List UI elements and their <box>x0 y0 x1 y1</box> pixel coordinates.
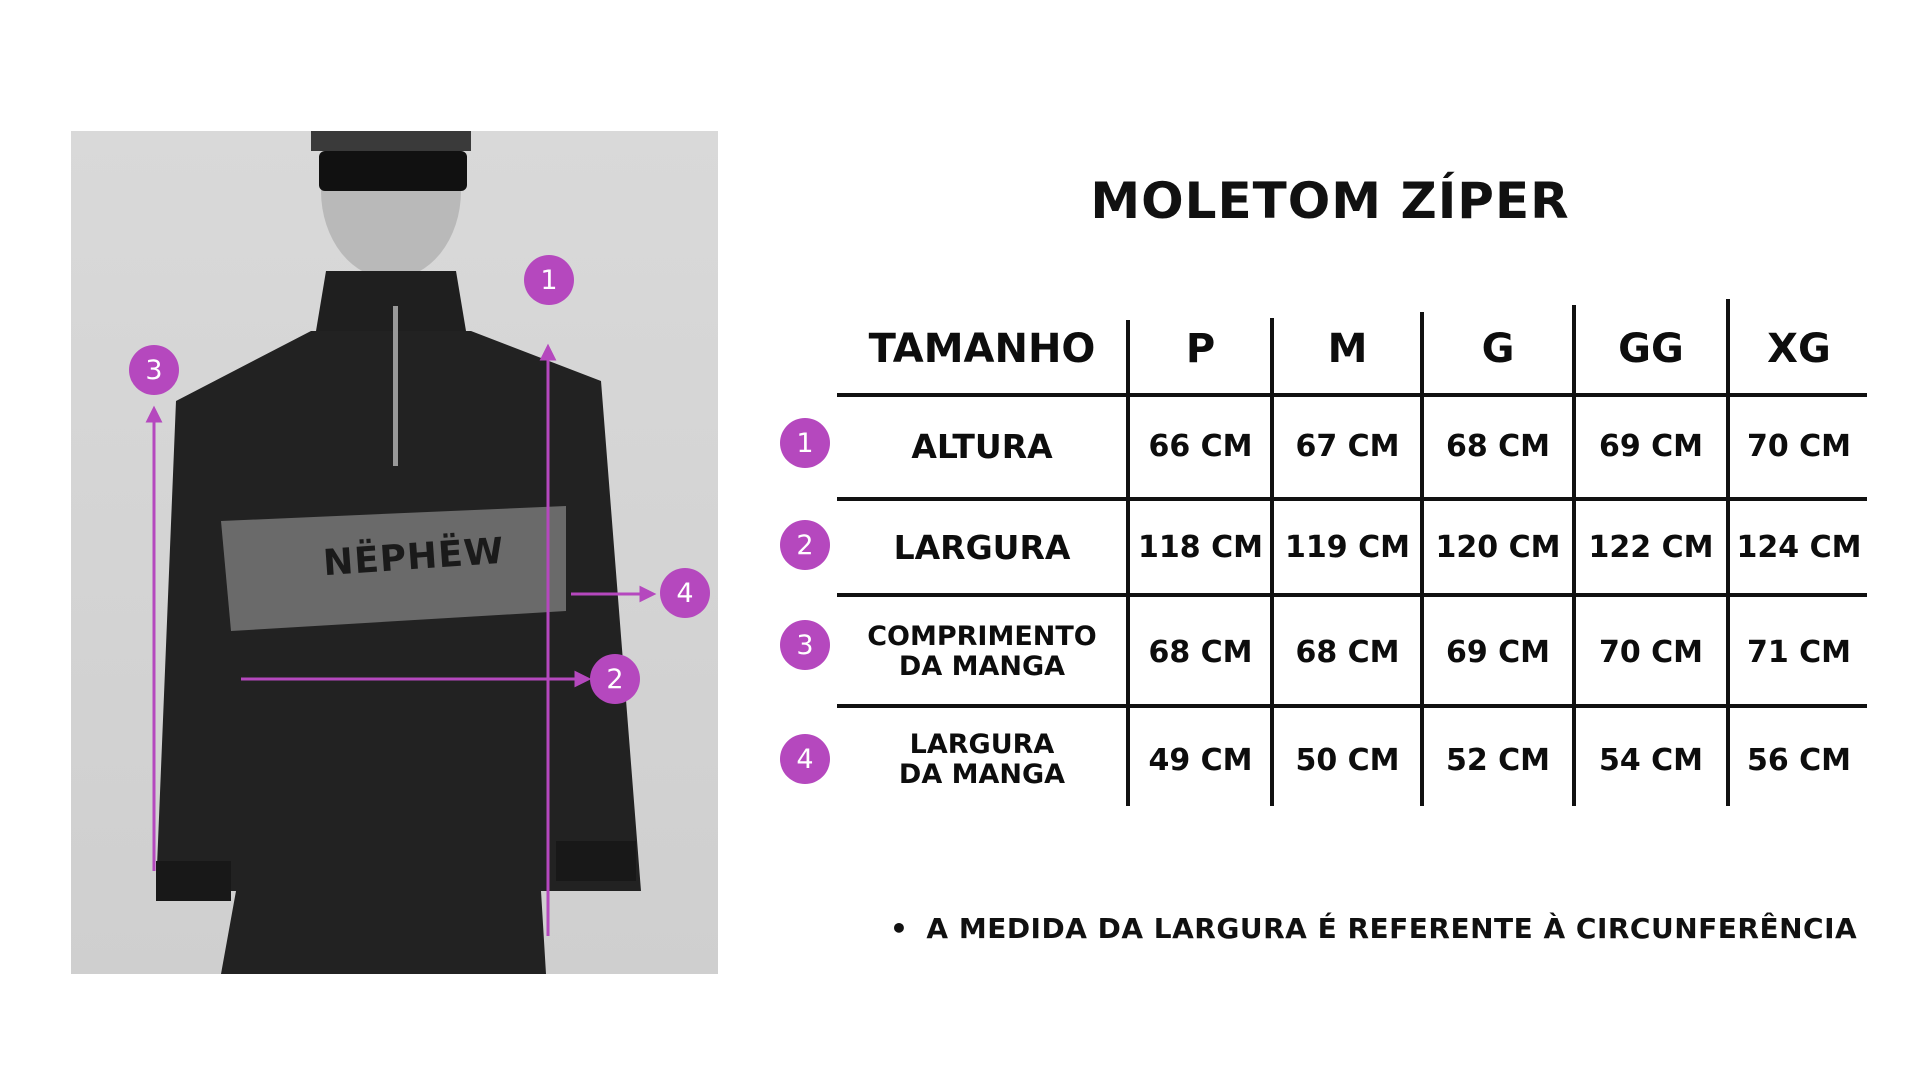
row-2-number: 2 <box>780 520 830 570</box>
row-1-gg: 69 CM <box>1598 428 1704 464</box>
row-3-m: 68 CM <box>1295 634 1400 670</box>
row-1-p: 66 CM <box>1148 428 1253 464</box>
row-4-gg: 54 CM <box>1598 742 1704 778</box>
page-title: MOLETOM ZÍPER <box>1090 172 1570 230</box>
row-2-m: 119 CM <box>1285 529 1410 565</box>
product-photo <box>71 131 718 974</box>
header-g: G <box>1481 326 1515 372</box>
row-3-label-line-1: COMPRIMENTO <box>867 621 1097 653</box>
row-4-number: 4 <box>780 734 830 784</box>
row-4-xg: 56 CM <box>1746 742 1852 778</box>
header-p: P <box>1185 326 1216 372</box>
header-size: TAMANHO <box>868 326 1096 372</box>
row-divider <box>837 593 1867 597</box>
row-2-gg: 122 CM <box>1588 529 1714 565</box>
row-4-m: 50 CM <box>1295 742 1400 778</box>
brand-logo: NËPHËW <box>321 530 506 585</box>
marker-4: 4 <box>660 568 710 618</box>
row-3-g: 69 CM <box>1445 634 1551 670</box>
row-1-number: 1 <box>780 418 830 468</box>
row-4-p: 49 CM <box>1148 742 1253 778</box>
row-4-g: 52 CM <box>1445 742 1551 778</box>
row-2-label: LARGURA <box>893 527 1071 567</box>
column-divider <box>1572 305 1576 806</box>
bullet-icon: • <box>890 912 909 945</box>
marker-3: 3 <box>129 345 179 395</box>
row-3-label <box>837 598 1127 706</box>
header-xg: XG <box>1767 326 1831 372</box>
row-3-xg: 71 CM <box>1746 634 1852 670</box>
column-divider <box>1726 299 1730 806</box>
column-divider <box>1270 318 1274 806</box>
row-divider <box>837 704 1867 708</box>
note-text: A MEDIDA DA LARGURA É REFERENTE À CIRCUNFERÊNCIA <box>926 912 1858 945</box>
row-1-label: ALTURA <box>911 426 1053 466</box>
column-divider <box>1126 320 1130 806</box>
header-gg: GG <box>1618 326 1684 372</box>
row-3-number: 3 <box>780 620 830 670</box>
row-1-xg: 70 CM <box>1746 428 1852 464</box>
row-2-xg: 124 CM <box>1736 529 1862 565</box>
row-divider <box>837 393 1867 397</box>
marker-1: 1 <box>524 255 574 305</box>
row-1-g: 68 CM <box>1445 428 1551 464</box>
row-3-label-line-2: DA MANGA <box>898 651 1066 682</box>
marker-2: 2 <box>590 654 640 704</box>
row-divider <box>837 497 1867 501</box>
row-1-m: 67 CM <box>1295 428 1400 464</box>
row-3-p: 68 CM <box>1148 634 1253 670</box>
row-2-g: 120 CM <box>1435 529 1561 565</box>
column-divider <box>1420 312 1424 806</box>
measurement-note <box>890 912 1857 945</box>
row-4-label <box>837 710 1127 810</box>
row-2-p: 118 CM <box>1138 529 1263 565</box>
row-4-label-line-1: LARGURA <box>909 729 1055 761</box>
row-4-label-line-2: DA MANGA <box>898 759 1066 790</box>
row-3-gg: 70 CM <box>1598 634 1704 670</box>
header-m: M <box>1327 326 1368 372</box>
